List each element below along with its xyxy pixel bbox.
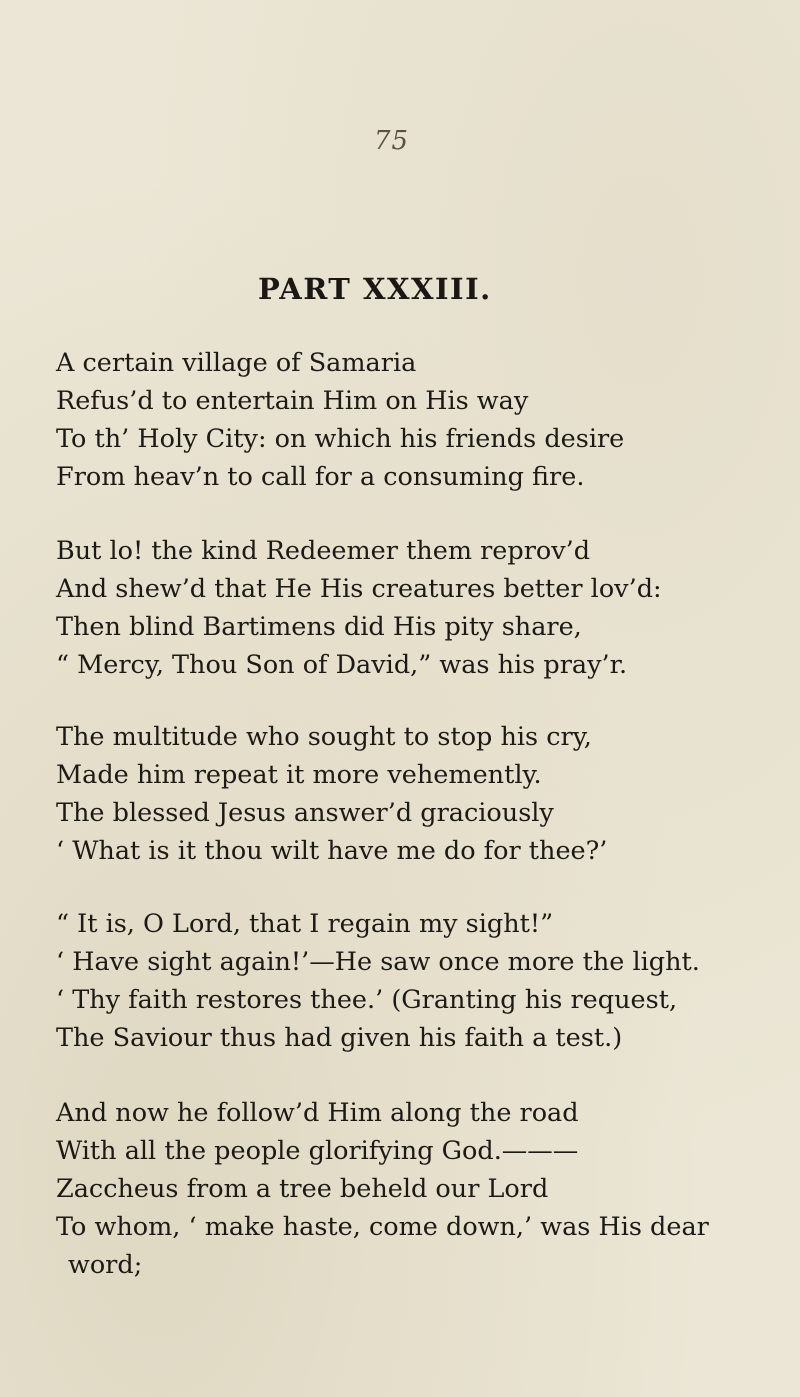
verse-line: Made him repeat it more vehemently. <box>56 760 542 790</box>
verse-line: Then blind Bartimens did His pity share, <box>56 612 582 642</box>
verse-line: Refus’d to entertain Him on His way <box>56 386 529 416</box>
verse-line: “ Mercy, Thou Son of David,” was his pray’r. <box>56 650 628 680</box>
verse-line: Zaccheus from a tree beheld our Lord <box>56 1174 549 1204</box>
verse-line: The Saviour thus had given his faith a test.) <box>56 1023 623 1053</box>
stanza-2 <box>56 532 776 684</box>
verse-line: The multitude who sought to stop his cry, <box>56 722 592 752</box>
verse-line: A certain village of Samaria <box>56 348 417 378</box>
verse-line: But lo! the kind Redeemer them reprov’d <box>56 536 591 566</box>
verse-line: To whom, ‘ make haste, come down,’ was His dear <box>56 1212 709 1242</box>
verse-line: The blessed Jesus answer’d graciously <box>56 798 554 828</box>
verse-line: And now he follow’d Him along the road <box>56 1098 579 1128</box>
verse-line: “ It is, O Lord, that I regain my sight!” <box>56 909 554 939</box>
verse-line: To th’ Holy City: on which his friends desire <box>56 424 625 454</box>
stanza-5 <box>56 1094 776 1284</box>
verse-line: From heav’n to call for a consuming fire. <box>56 462 585 492</box>
stanza-4 <box>56 905 776 1057</box>
stanza-1 <box>56 344 776 496</box>
verse-line: ‘ Thy faith restores thee.’ (Granting his request, <box>56 985 678 1015</box>
part-heading: PART XXXIII. <box>258 272 492 306</box>
verse-line: ‘ Have sight again!’—He saw once more the light. <box>56 947 700 977</box>
verse-line-continuation: word; <box>68 1250 143 1280</box>
verse-line: And shew’d that He His creatures better lov’d: <box>56 574 662 604</box>
verse-line: With all the people glorifying God.——— <box>56 1136 579 1166</box>
stanza-3 <box>56 718 776 870</box>
page-number: 75 <box>374 126 410 156</box>
verse-line: ‘ What is it thou wilt have me do for thee?’ <box>56 836 608 866</box>
